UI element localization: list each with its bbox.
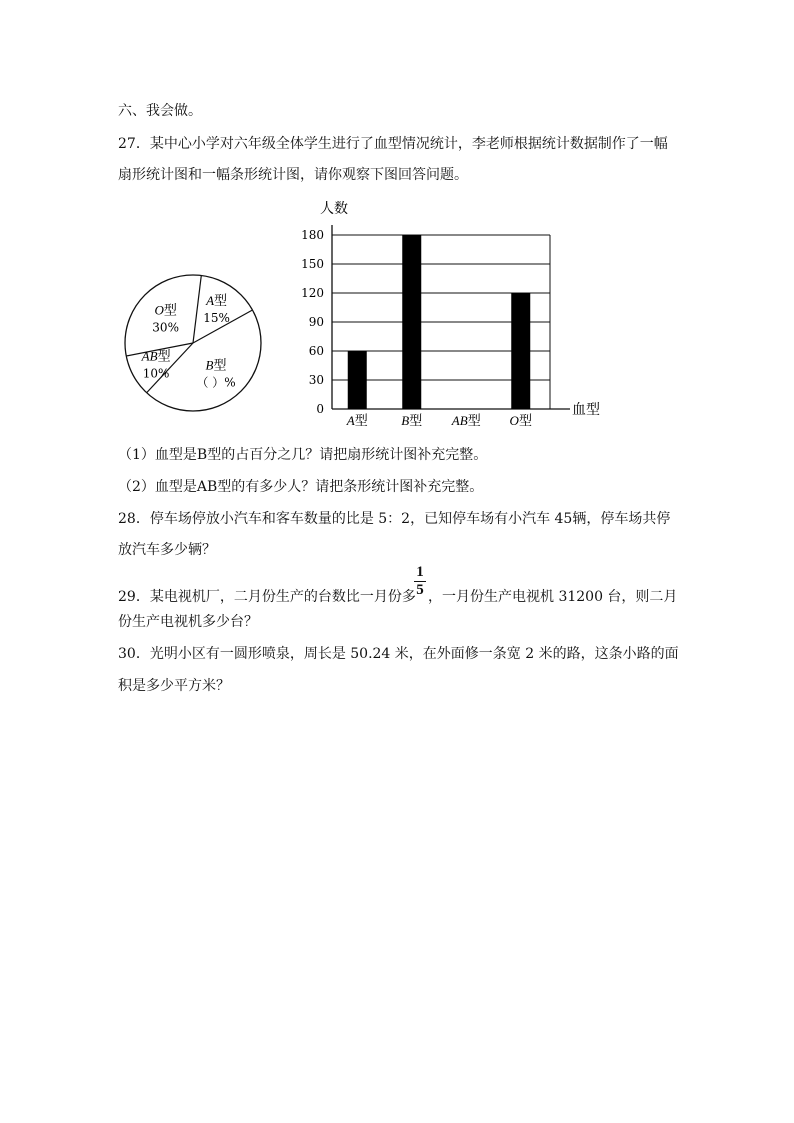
bar-o (511, 293, 530, 409)
y-tick-label: 120 (301, 286, 324, 300)
pie-value-o: 30% (152, 320, 179, 335)
y-tick-label: 180 (301, 228, 324, 242)
x-tick-label-ab: AB型 (451, 413, 481, 429)
pie-label-b: B型 (205, 357, 227, 374)
pie-label-ab: AB型 (141, 348, 171, 365)
question-29-line-1-start: 29．某电视机厂，二月份生产的台数比一月份多 (118, 589, 416, 605)
y-tick-label: 30 (308, 373, 324, 387)
question-27-sub-2: （2）血型是AB型的有多少人？请把条形统计图补充完整。 (118, 479, 484, 495)
x-tick-label-o: O型 (509, 413, 532, 429)
x-tick-label-b: B型 (401, 413, 423, 429)
y-axis-label: 人数 (320, 201, 348, 217)
question-28-line-2: 放汽车多少辆？ (118, 542, 216, 558)
question-27-line-2: 扇形统计图和一幅条形统计图，请你观察下图回答问题。 (118, 167, 468, 183)
y-tick-label: 0 (316, 402, 324, 416)
bar-b (402, 235, 421, 409)
section-title: 六、我会做。 (118, 103, 202, 119)
y-tick-label: 90 (308, 315, 324, 329)
pie-value-ab: 10% (142, 366, 170, 381)
question-27-line-1: 27．某中心小学对六年级全体学生进行了血型情况统计，李老师根据统计数据制作了一幅 (118, 136, 668, 152)
pie-value-a: 15% (203, 311, 230, 326)
fraction-one-fifth (414, 565, 426, 598)
y-tick-label: 60 (308, 344, 324, 358)
pie-label-a: A型 (206, 293, 228, 310)
question-27-sub-1: （1）血型是B型的占百分之几？请把扇形统计图补充完整。 (118, 447, 488, 463)
y-tick-label: 150 (301, 257, 324, 271)
bar-chart (300, 195, 620, 435)
question-28-line-1: 28．停车场停放小汽车和客车数量的比是 5：2，已知停车场有小汽车 45辆，停车场共停 (118, 511, 671, 527)
question-30-line-1: 30．光明小区有一圆形喷泉，周长是 50.24 米，在外面修一条宽 2 米的路，这条小路的面 (118, 646, 679, 662)
x-tick-label-a: A型 (346, 413, 368, 429)
fraction-numerator: 1 (416, 564, 424, 580)
bar-a (348, 351, 367, 409)
question-30-line-2: 积是多少平方米？ (118, 678, 230, 694)
x-axis-label: 血型 (572, 402, 600, 418)
pie-label-o: O型 (154, 302, 177, 319)
question-29-line-2: 份生产电视机多少台？ (118, 614, 258, 630)
pie-chart (118, 260, 288, 430)
pie-value-b: （ ）% (196, 375, 236, 390)
question-29-line-1-end: ，一月份生产电视机 31200 台，则二月 (428, 589, 678, 605)
fraction-denominator: 5 (416, 582, 424, 598)
